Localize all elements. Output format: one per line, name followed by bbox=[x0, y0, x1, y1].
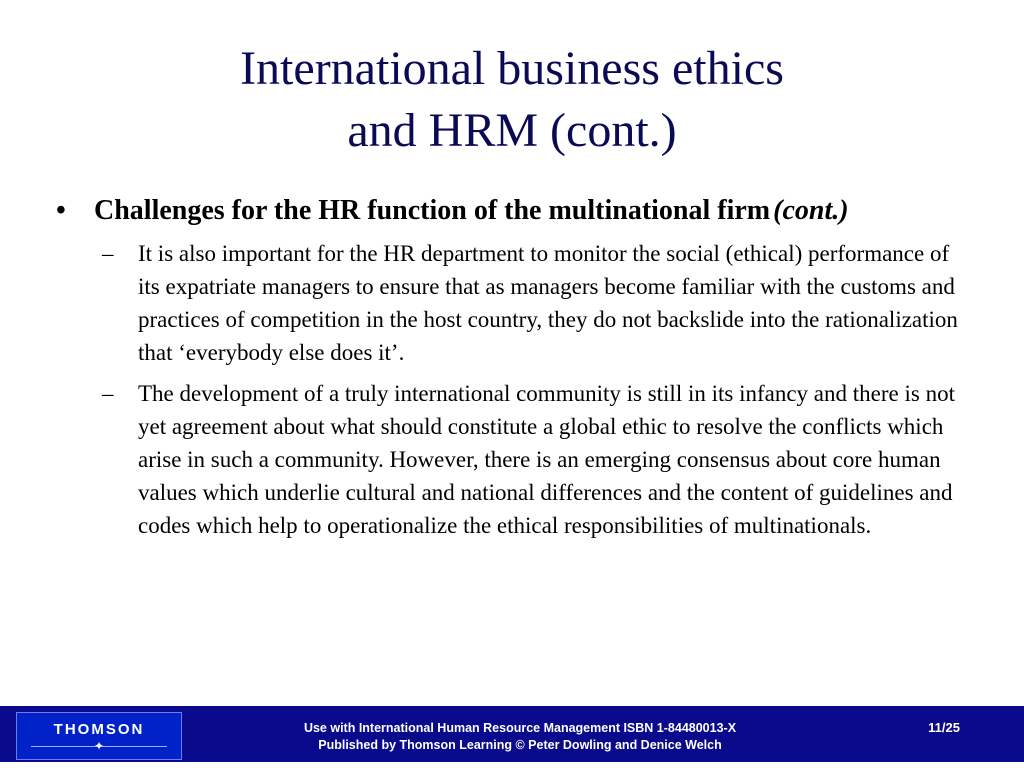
bullet-cont: (cont.) bbox=[773, 195, 849, 226]
footer-line-2: Published by Thomson Learning © Peter Dowling and Denice Welch bbox=[318, 738, 722, 752]
sub-bullet-text: It is also important for the HR department to monitor the social (ethical) performance of its expatriate managers to ensure that as managers become familiar with the customs and practices of competition in the host country, they do not backslide into the rationalization that ‘everybody else does it’. bbox=[138, 241, 958, 365]
footer-info bbox=[240, 720, 800, 754]
bullet-item bbox=[56, 192, 972, 229]
sub-bullet-item bbox=[102, 377, 972, 542]
slide-title-line-1: International business ethics bbox=[240, 42, 784, 95]
sub-bullet-item bbox=[102, 237, 972, 369]
logo-text: THOMSON bbox=[53, 721, 145, 738]
dash-marker: – bbox=[102, 241, 114, 266]
slide-title bbox=[0, 38, 1024, 162]
star-icon: ✦ bbox=[93, 739, 105, 753]
dash-marker: – bbox=[102, 381, 114, 406]
slide-content bbox=[56, 192, 972, 550]
footer-bar bbox=[0, 706, 1024, 762]
slide-title-line-2: and HRM (cont.) bbox=[347, 104, 677, 157]
page-number: 11/25 bbox=[928, 720, 960, 735]
bullet-text bbox=[94, 192, 972, 229]
bullet-marker: • bbox=[56, 195, 66, 226]
sub-bullet-text: The development of a truly international community is still in its infancy and there is not yet agreement about what should constitute a global ethic to resolve the conflicts which arise in such a community. However, there is an emerging consensus about core human values which underlie cultural and national differences and the content of guidelines and codes which help to operationalize the ethical responsibilities of multinationals. bbox=[138, 381, 955, 538]
sub-bullet-list bbox=[102, 237, 972, 542]
bullet-heading: Challenges for the HR function of the multinational firm bbox=[94, 195, 778, 226]
thomson-logo bbox=[16, 712, 182, 760]
footer-line-1: Use with International Human Resource Management ISBN 1-84480013-X bbox=[303, 721, 737, 735]
